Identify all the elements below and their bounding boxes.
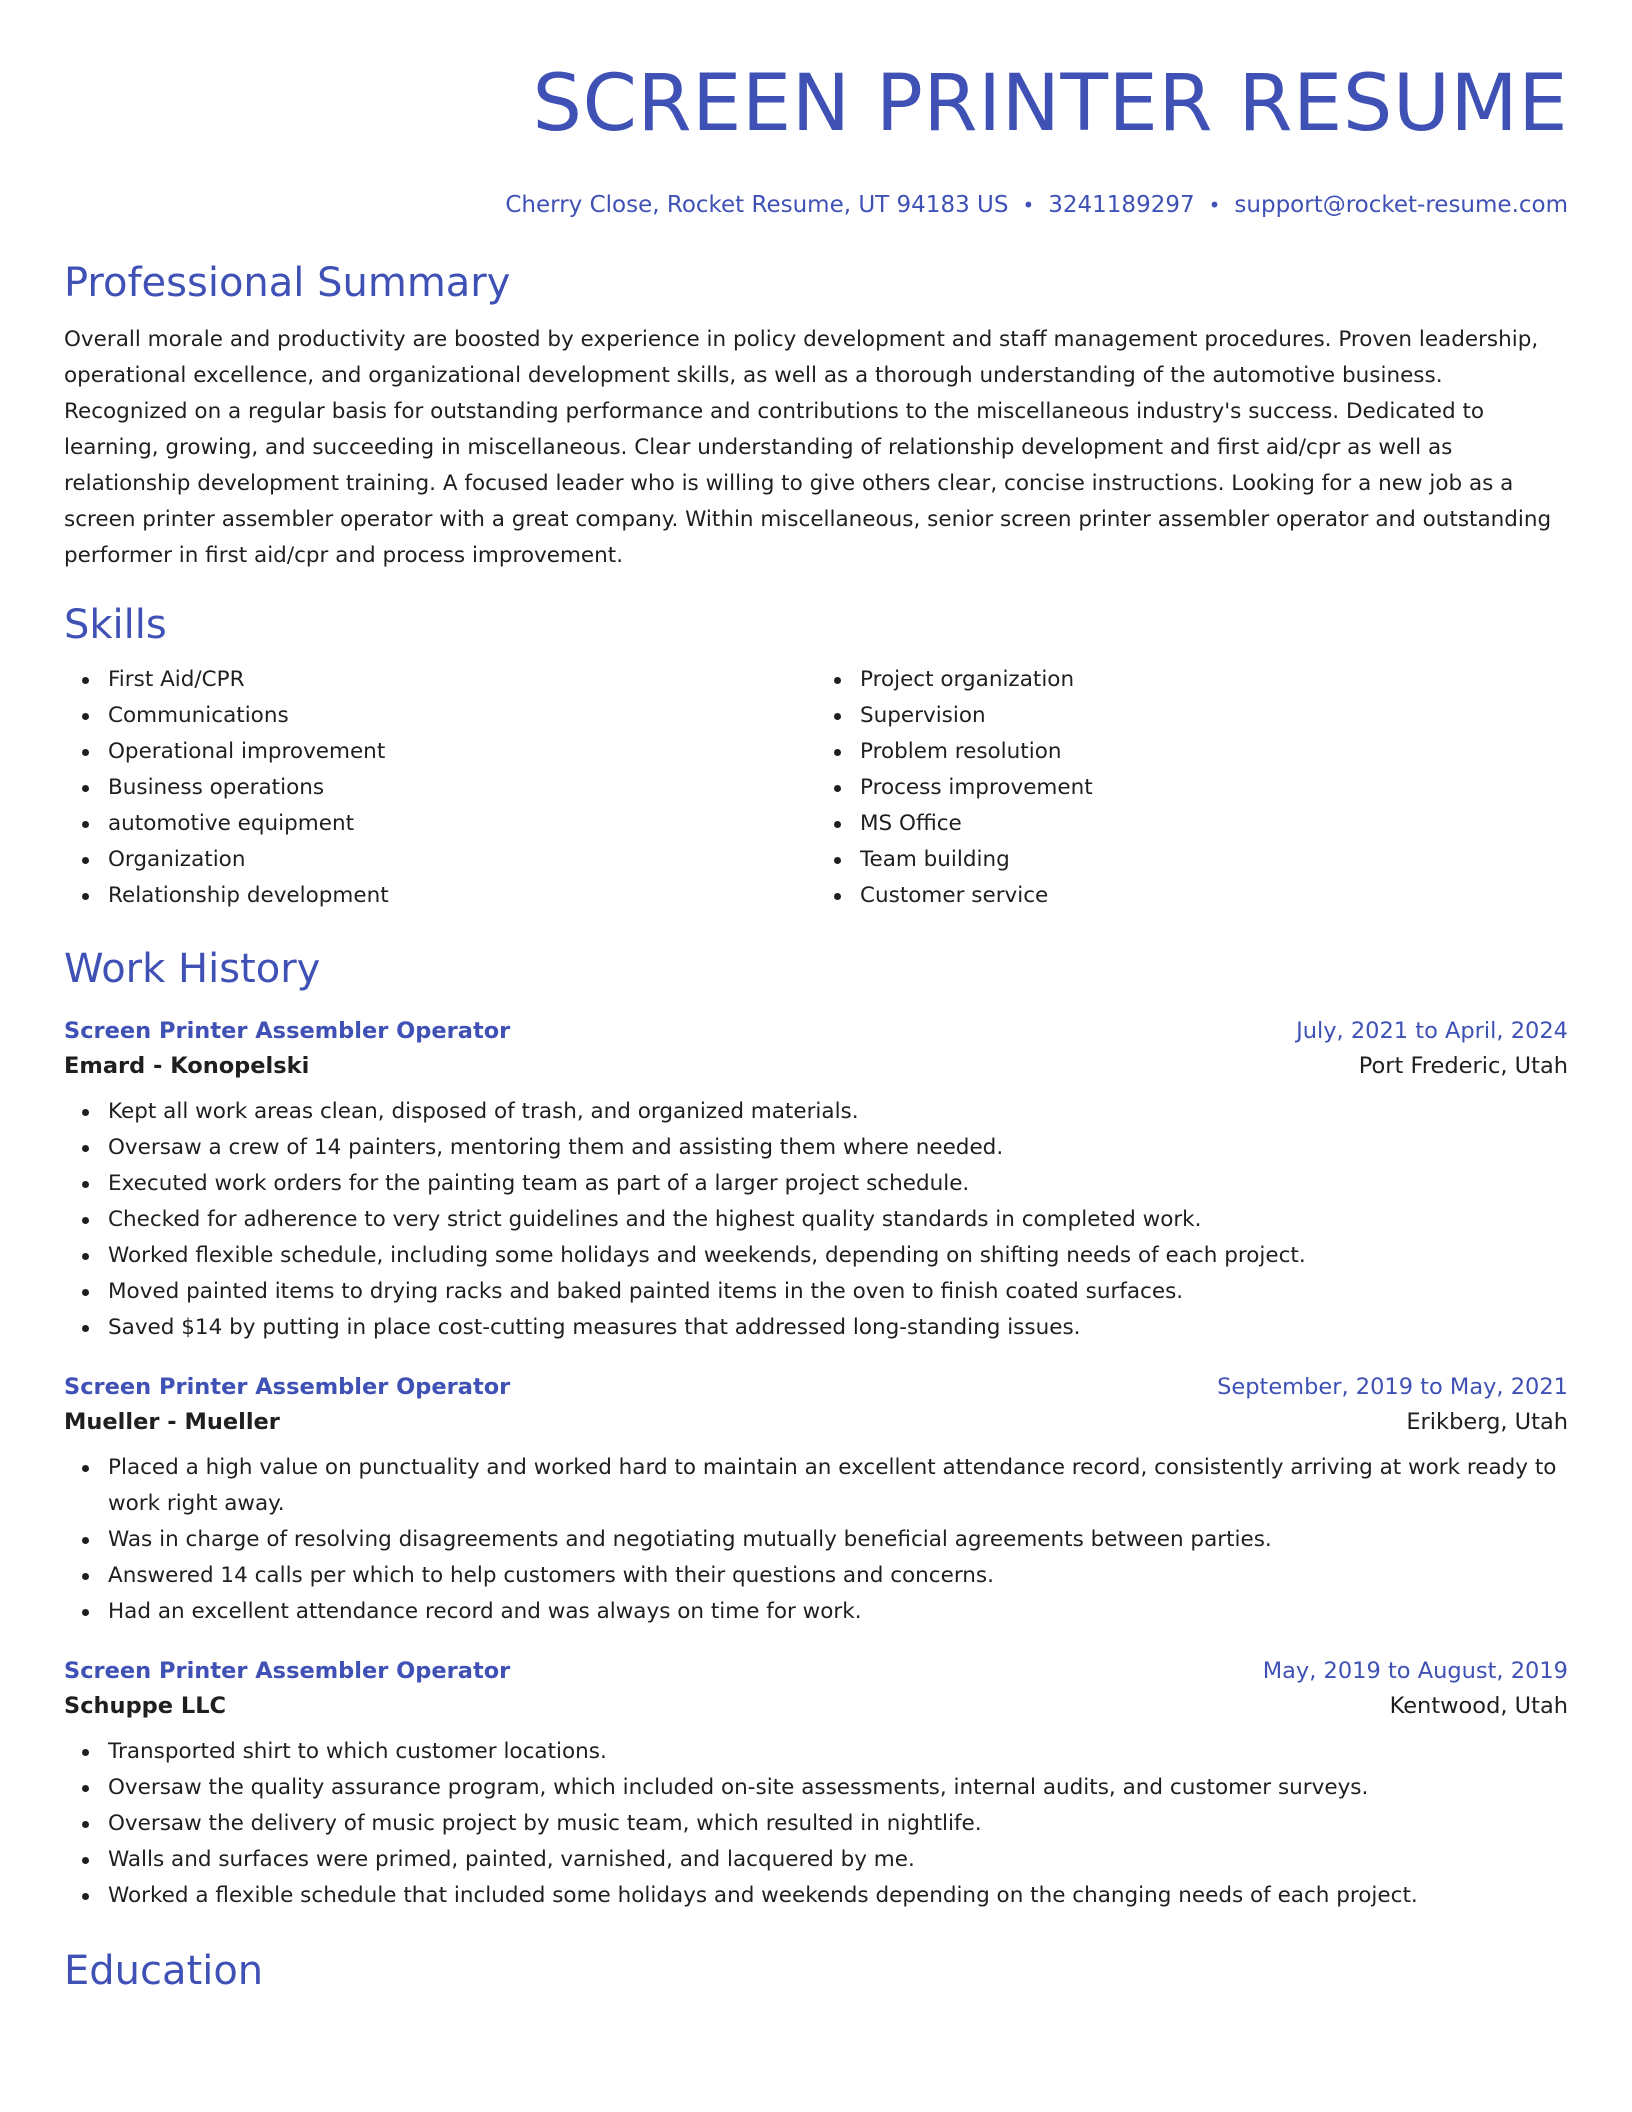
section-heading-skills: Skills (64, 602, 167, 648)
job-duty: Placed a high value on punctuality and worked hard to maintain an excellent attendance record, consistently arriving at work ready to work right away. (108, 1450, 1568, 1522)
skill-item: Team building (860, 842, 1568, 878)
job-employer-row (64, 1402, 1568, 1442)
skill-item: automotive equipment (108, 806, 816, 842)
job-duty: Worked flexible schedule, including some holidays and weekends, depending on shifting needs of each project. (108, 1238, 1568, 1274)
job-duties (64, 1094, 1568, 1346)
skill-item: Process improvement (860, 770, 1568, 806)
skill-item: Organization (108, 842, 816, 878)
skills-column-left (64, 662, 816, 914)
skill-item: Relationship development (108, 878, 816, 914)
job-duty: Had an excellent attendance record and was always on time for work. (108, 1594, 1568, 1630)
job-location: Erikberg, Utah (1406, 1409, 1568, 1435)
job-entry (64, 1656, 1568, 1914)
summary-text: Overall morale and productivity are boosted by experience in policy development and staff management procedures. Proven leadership, operational excellence, and organizational development skills, as well as a thorough understanding of the automotive business. Recognized on a regular basis for outstanding performance and contributions to the miscellaneous industry's success. Dedicated to learning, growing, and succeeding in miscellaneous. Clear understanding of relationship development and first aid/cpr as well as relationship development training. A focused leader who is willing to give others clear, concise instructions. Looking for a new job as a screen printer assembler operator with a great company. Within miscellaneous, senior screen printer assembler operator and outstanding performer in first aid/cpr and process improvement. (64, 327, 1552, 568)
job-title: Screen Printer Assembler Operator (64, 1658, 511, 1684)
job-duties (64, 1450, 1568, 1630)
job-duty: Was in charge of resolving disagreements and negotiating mutually beneficial agreements between parties. (108, 1522, 1568, 1558)
job-header-row (64, 1016, 1568, 1046)
skill-item: Business operations (108, 770, 816, 806)
job-entry (64, 1016, 1568, 1346)
skill-item: First Aid/CPR (108, 662, 816, 698)
skill-item: Project organization (860, 662, 1568, 698)
section-heading-education: Education (64, 1948, 264, 1994)
resume-title: SCREEN PRINTER RESUME (532, 59, 1568, 149)
contact-email[interactable]: support@rocket-resume.com (1234, 192, 1568, 218)
job-duty: Oversaw the quality assurance program, which included on-site assessments, internal audits, and customer surveys. (108, 1770, 1568, 1806)
job-duties (64, 1734, 1568, 1914)
job-title: Screen Printer Assembler Operator (64, 1374, 511, 1400)
job-employer: Emard - Konopelski (64, 1053, 310, 1079)
job-dates: September, 2019 to May, 2021 (1217, 1374, 1568, 1400)
skill-item: Communications (108, 698, 816, 734)
skill-item: Supervision (860, 698, 1568, 734)
job-employer-row (64, 1686, 1568, 1726)
job-duty: Answered 14 calls per which to help customers with their questions and concerns. (108, 1558, 1568, 1594)
job-duty: Checked for adherence to very strict guidelines and the highest quality standards in completed work. (108, 1202, 1568, 1238)
job-duty: Kept all work areas clean, disposed of trash, and organized materials. (108, 1094, 1568, 1130)
skill-item: Operational improvement (108, 734, 816, 770)
job-header-row (64, 1372, 1568, 1402)
job-dates: May, 2019 to August, 2019 (1262, 1658, 1568, 1684)
contact-info (64, 190, 1568, 220)
skill-item: MS Office (860, 806, 1568, 842)
job-location: Kentwood, Utah (1389, 1693, 1568, 1719)
job-dates: July, 2021 to April, 2024 (1296, 1018, 1568, 1044)
job-duty: Moved painted items to drying racks and baked painted items in the oven to finish coated surfaces. (108, 1274, 1568, 1310)
job-location: Port Frederic, Utah (1358, 1053, 1568, 1079)
job-duty: Saved $14 by putting in place cost-cutting measures that addressed long-standing issues. (108, 1310, 1568, 1346)
section-heading-summary: Professional Summary (64, 260, 511, 306)
job-duty: Walls and surfaces were primed, painted, varnished, and lacquered by me. (108, 1842, 1568, 1878)
contact-separator: • (1208, 193, 1221, 217)
contact-address: Cherry Close, Rocket Resume, UT 94183 US (505, 192, 1009, 218)
job-employer: Schuppe LLC (64, 1693, 227, 1719)
contact-phone: 3241189297 (1048, 192, 1195, 218)
job-employer: Mueller - Mueller (64, 1409, 280, 1435)
skill-item: Problem resolution (860, 734, 1568, 770)
job-duty: Oversaw the delivery of music project by music team, which resulted in nightlife. (108, 1806, 1568, 1842)
job-duty: Oversaw a crew of 14 painters, mentoring them and assisting them where needed. (108, 1130, 1568, 1166)
job-employer-row (64, 1046, 1568, 1086)
skills-grid (64, 662, 1568, 914)
job-duty: Worked a flexible schedule that included some holidays and weekends depending on the changing needs of each project. (108, 1878, 1568, 1914)
job-entry (64, 1372, 1568, 1630)
section-heading-work-history: Work History (64, 946, 321, 992)
job-duty: Transported shirt to which customer locations. (108, 1734, 1568, 1770)
resume-page (64, 0, 1568, 1996)
contact-separator: • (1022, 193, 1035, 217)
job-title: Screen Printer Assembler Operator (64, 1018, 511, 1044)
skill-item: Customer service (860, 878, 1568, 914)
job-header-row (64, 1656, 1568, 1686)
skills-column-right (816, 662, 1568, 914)
job-duty: Executed work orders for the painting team as part of a larger project schedule. (108, 1166, 1568, 1202)
